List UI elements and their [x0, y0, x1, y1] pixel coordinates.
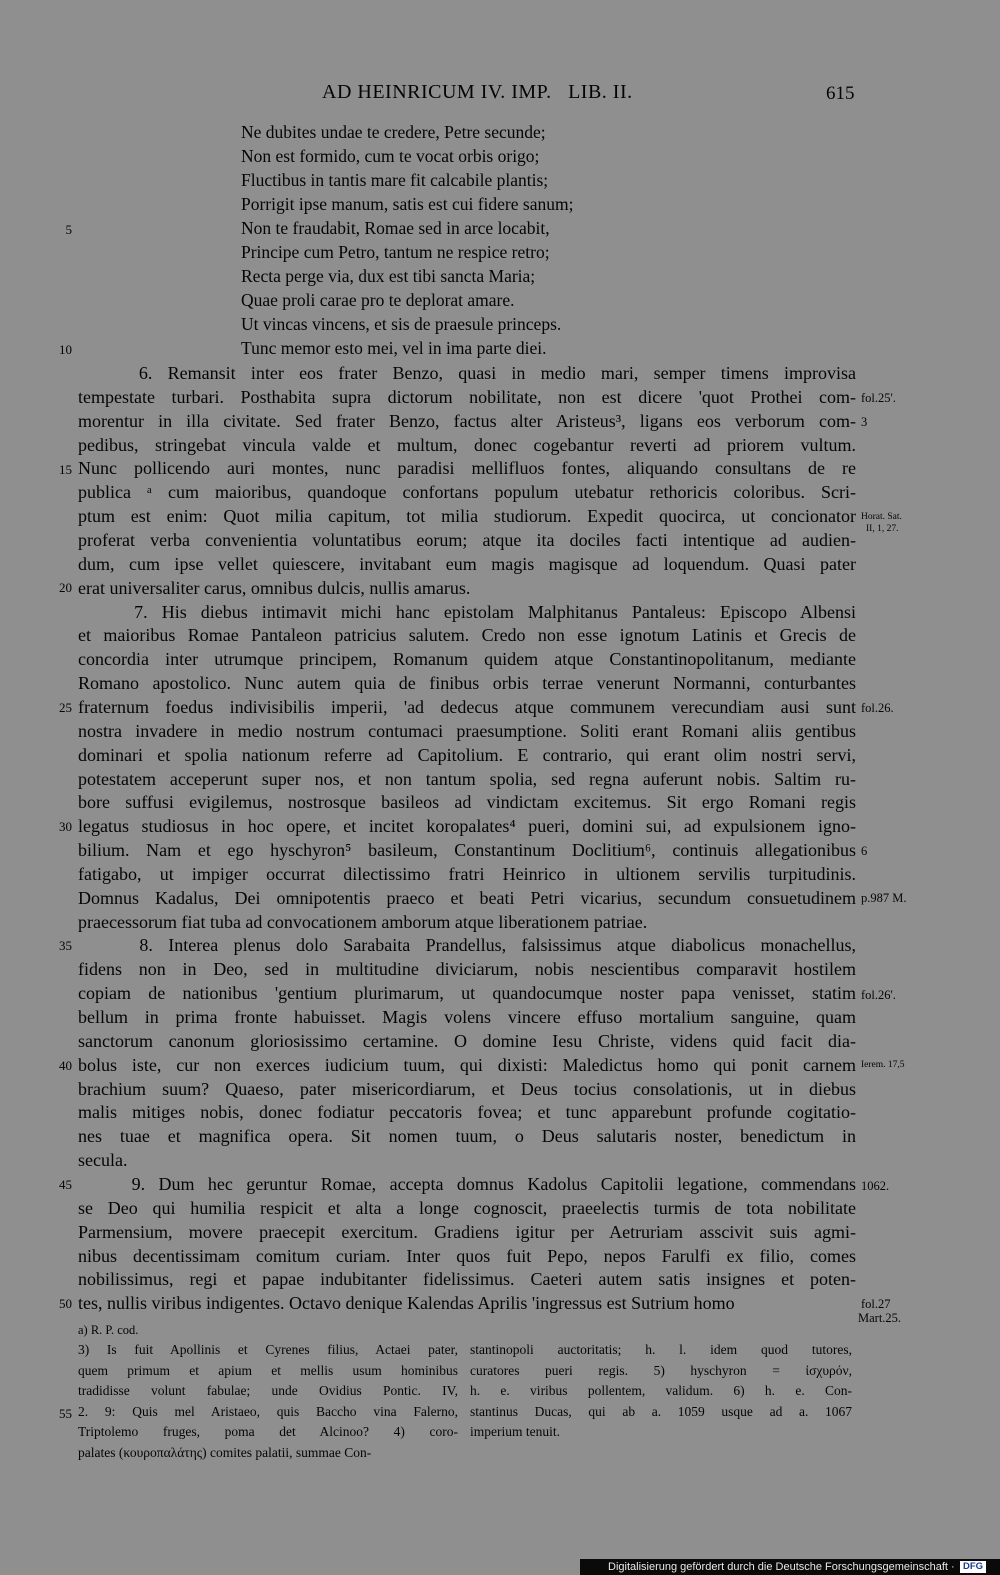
- text-line: brachium suum? Quaeso, pater misericordiarum, et Deus tocius consolationis, ut in diebus: [78, 1078, 856, 1099]
- line-number: 30: [59, 819, 72, 834]
- verse-line: Porrigit ipse manum, satis est cui fidere sanum;: [241, 194, 574, 214]
- line-number: 15: [59, 462, 72, 477]
- dfg-logo: DFG: [960, 1561, 986, 1573]
- text-line: 6. Remansit inter eos frater Benzo, quasi in medio mari, semper timens improvisa: [78, 363, 856, 383]
- verse-line: Non est formido, cum te vocat orbis origo;: [241, 146, 540, 166]
- text-line: publica ᵃ cum maioribus, quandoque confortans populum utebatur rethoricis coloribus. Scri-: [78, 482, 856, 503]
- margin-note: II, 1, 27.: [866, 524, 899, 534]
- margin-note: fol.26'.: [861, 988, 896, 1002]
- line-number: 25: [59, 700, 72, 715]
- line-number: 40: [59, 1058, 72, 1073]
- text-line: potestatem acceperunt super nos, et non tantum spolia, sed regna auferunt nobis. Saltim ru-: [78, 768, 856, 789]
- running-title: AD HEINRICUM IV. IMP. LIB. II.: [322, 81, 633, 103]
- text-line: fidens non in Deo, sed in multitudine diviciarum, nobis nescientibus comparavit hostilem: [78, 959, 856, 980]
- text-line: concordia inter utrumque principem, Romanum quidem atque Constantinopolitanum, mediante: [78, 649, 856, 670]
- text-line: pedibus, stringebat vincula valde et multum, donec cogebantur reverti ad priorem vultum.: [78, 434, 856, 455]
- text-line: fatigabo, ut impiger occurrat dilectissimo fratri Heinrico in ultionem servilis turpitudinis.: [78, 863, 856, 884]
- text-line: nibus decentissimam comitum curiam. Inter quos fuit Pepo, nepos Farulfi ex filio, comes: [78, 1245, 856, 1266]
- line-number: 10: [59, 342, 72, 357]
- margin-note: fol.25'.: [861, 391, 896, 405]
- text-line: fraternum foedus indivisibilis imperii, 'ad dedecus atque communem verecundiam ausi sunt: [78, 696, 856, 717]
- footnote-line: stantinus Ducas, qui ab a. 1059 usque ad a. 1067: [470, 1403, 852, 1419]
- text-line: proferat verba convenientia voluntatibus eorum; atque ita dociles facti intentique ad audien-: [78, 530, 856, 550]
- text-line: erat universaliter carus, omnibus dulcis, nullis amarus.: [78, 577, 471, 598]
- text-line: bellum in prima fronte habuisset. Magis volens vincere effuso mortalium sanguine, quam: [78, 1007, 856, 1027]
- text-line: Parmensium, movere praecepit exercitum. Gradiens igitur per Aetruriam asscivit suis agmi-: [78, 1221, 856, 1242]
- page-header: [0, 81, 1000, 111]
- line-number: 50: [59, 1296, 72, 1311]
- footnote-line: Triptolemo fruges, poma det Alcinoo? 4) coro-: [78, 1424, 458, 1439]
- margin-note: fol.27: [861, 1297, 891, 1311]
- footnote-line: imperium tenuit.: [470, 1424, 560, 1439]
- text-line: nobilissimus, regi et papae indubitanter fidelissimus. Caeteri autem satis insignes et poten-: [78, 1269, 856, 1290]
- text-line: tempestate turbari. Posthabita supra dictorum nobilitate, non est dicere 'quot Prothei com-: [78, 386, 856, 407]
- text-line: praecessorum fiat tuba ad convocationem amborum atque liberationem patriae.: [78, 911, 648, 932]
- text-line: ptum est enim: Quot milia capitum, tot milia studiorum. Expedit quocirca, ut concionator: [78, 506, 856, 527]
- text-line: bore suffusi evigilemus, nostrosque basileos ad vindictam excitemus. Sit ergo Romani regis: [78, 792, 856, 813]
- line-number: 45: [59, 1177, 72, 1192]
- text-line: nostra invadere in medio nostrum contumaci praesumptione. Soliti erant Romani aliis gentibus: [78, 720, 856, 741]
- margin-note: p.987 M.: [861, 891, 907, 905]
- text-line: malis mitiges nobis, donec fodiatur peccatoris fovea; et tunc apparebunt profunde cogitatio-: [78, 1102, 856, 1123]
- verse-line: Quae proli carae pro te deplorat amare.: [241, 290, 515, 310]
- footnote-line: stantinopoli auctoritatis; h. l. idem quod tutores,: [470, 1342, 852, 1357]
- text-line: 9. Dum hec geruntur Romae, accepta domnus Kadolus Capitolii legatione, commendans: [78, 1173, 856, 1194]
- page-number: 615: [826, 83, 855, 104]
- footnote-line: tradidisse volunt fabulae; unde Ovidius Pontic. IV,: [78, 1383, 458, 1398]
- verse-line: Tunc memor esto mei, vel in ima parte diei.: [241, 338, 547, 358]
- verse-line: Non te fraudabit, Romae sed in arce locabit,: [241, 218, 550, 238]
- digitization-credit: [580, 1559, 1000, 1575]
- footnote-line: palates (κουροπαλάτης) comites palatii, summae Con-: [78, 1444, 372, 1460]
- margin-note: 3: [861, 415, 868, 429]
- footnote-line: 2. 9: Quis mel Aristaeo, quis Baccho vina Falerno,: [78, 1403, 458, 1419]
- text-line: legatus studiosus in hoc opere, et incitet koropalates⁴ pueri, domini sui, ad expulsionem igno-: [78, 816, 856, 837]
- margin-note: 6: [861, 844, 868, 858]
- text-line: bilium. Nam et ego hyschyron⁵ basileum, Constantinum Doclitium⁶, continuis allegationibus: [78, 840, 856, 860]
- text-line: 8. Interea plenus dolo Sarabaita Prandellus, falsissimus atque diabolicus monachellus,: [78, 935, 856, 956]
- text-line: copiam de nationibus 'gentium plurimarum, ut quandocumque noster papa venisset, statim: [78, 983, 856, 1004]
- verse-line: Ne dubites undae te credere, Petre secunde;: [241, 122, 546, 142]
- verse-line: Ut vincas vincens, et sis de praesule princeps.: [241, 314, 562, 334]
- margin-note: 1062.: [861, 1179, 890, 1193]
- line-number: 20: [59, 580, 72, 595]
- text-line: secula.: [78, 1150, 128, 1171]
- text-line: Nunc pollicendo auri montes, nunc paradisi mellifluos fontes, aliquando consultans de re: [78, 458, 856, 479]
- text-line: dum, cum ipse vellet quiescere, invitabant eum magis magisque ad loquendum. Quasi pater: [78, 553, 856, 574]
- margin-note: Horat. Sat.: [861, 512, 902, 522]
- credit-text: Digitalisierung gefördert durch die Deutsche Forschungsgemeinschaft ·: [608, 1561, 955, 1573]
- margin-note: Ierem. 17,5: [861, 1060, 905, 1070]
- verse-line: Principe cum Petro, tantum ne respice retro;: [241, 242, 550, 262]
- footnote-apparatus: a) R. P. cod.: [78, 1323, 139, 1337]
- footnote-line: 3) Is fuit Apollinis et Cyrenes filius, Actaei pater,: [78, 1342, 458, 1357]
- footnote-line: quem primum et apium et mellis usum hominibus: [78, 1362, 458, 1378]
- line-number: 55: [59, 1406, 72, 1421]
- text-line: bolus iste, cur non exerces iudicium tuum, qui dixisti: Maledictus homo qui ponit carnem: [78, 1054, 856, 1075]
- line-number: 5: [65, 222, 72, 237]
- text-line: et maioribus Romae Pantaleon patricius salutem. Credo non esse ignotum Latinis et Grecis de: [78, 625, 856, 646]
- text-line: Romano apostolico. Nunc autem quia de finibus orbis terrae venerunt Normanni, conturbantes: [78, 673, 856, 693]
- line-number: 35: [59, 938, 72, 953]
- text-line: se Deo qui humilia respicit et alta a longe cognoscit, praeelectis turmis de tota nobilitate: [78, 1197, 856, 1218]
- margin-note: Mart.25.: [858, 1311, 902, 1325]
- margin-note: fol.26.: [861, 701, 894, 715]
- text-line: dominari et spolia nationum referre ad Capitolium. E contrario, qui erant olim nostri servi,: [78, 744, 856, 765]
- footnote-line: h. e. viribus pollentem, validum. 6) h. e. Con-: [470, 1383, 852, 1398]
- text-line: Domnus Kadalus, Dei omnipotentis praeco et beati Petri vicarius, secundum consuetudinem: [78, 887, 856, 908]
- text-line: nes tuae et magnifica opera. Sit nomen tuum, o Deus salutaris noster, benedictum in: [78, 1126, 856, 1147]
- text-line: morentur in illa civitate. Sed frater Benzo, factus alter Aristeus³, ligans eos verborum com-: [78, 410, 856, 431]
- footnote-line: curatores pueri regis. 5) hyschyron = ἰσχυρόν,: [470, 1362, 852, 1378]
- text-line: sanctorum canonum gloriosissimo certamine. O domine Iesu Christe, videns quid facit dia-: [78, 1030, 856, 1051]
- text-line: tes, nullis viribus indigentes. Octavo denique Kalendas Aprilis 'ingressus est Sutrium homo: [78, 1293, 735, 1314]
- text-line: 7. His diebus intimavit michi hanc epistolam Malphitanus Pantaleus: Episcopo Albensi: [78, 601, 856, 622]
- verse-line: Recta perge via, dux est tibi sancta Maria;: [241, 266, 536, 286]
- verse-line: Fluctibus in tantis mare fit calcabile plantis;: [241, 170, 549, 190]
